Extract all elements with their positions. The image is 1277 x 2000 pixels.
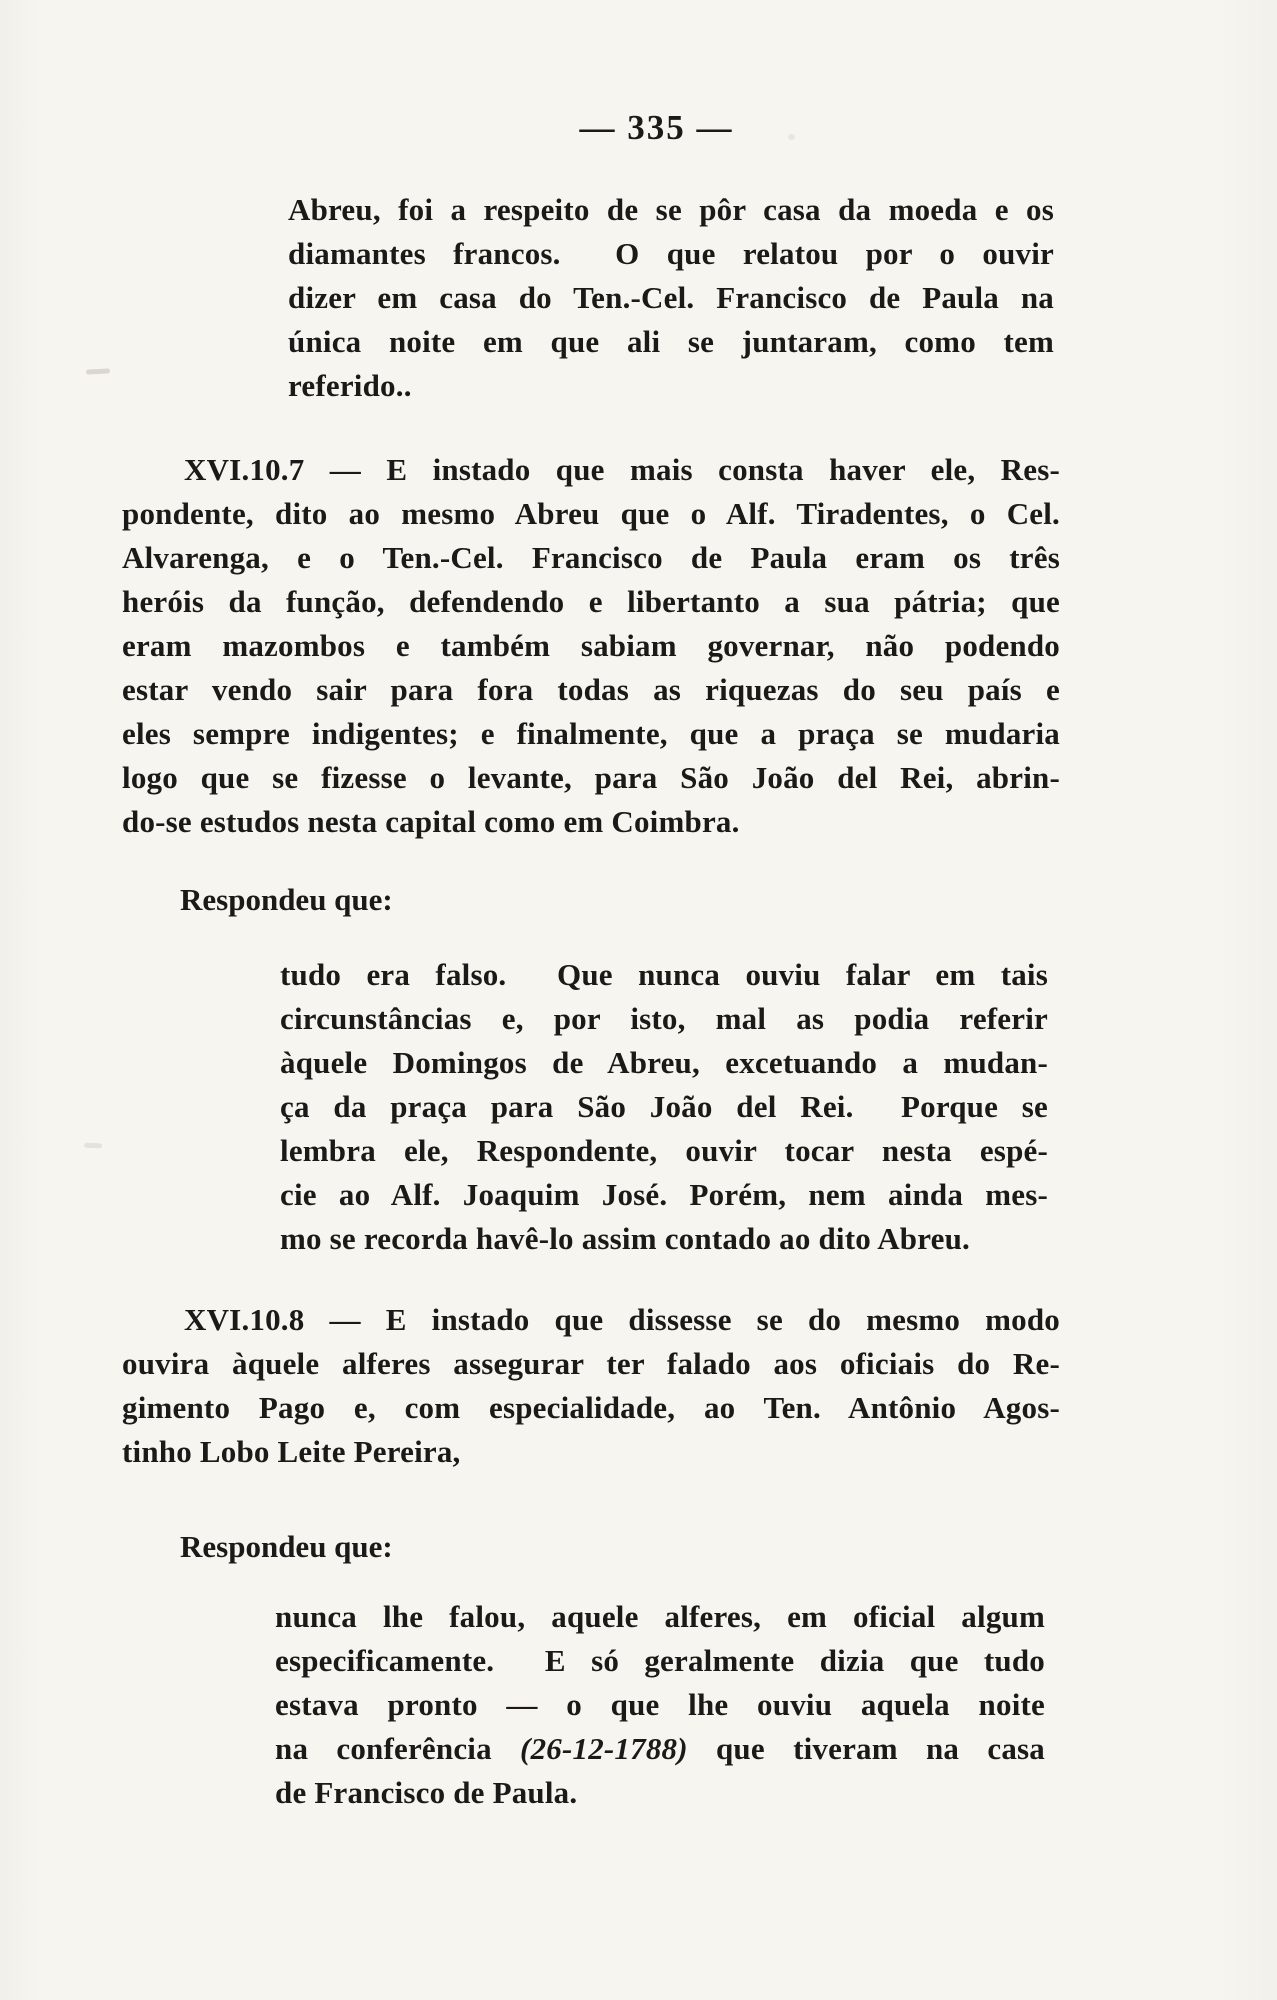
scan-smudge xyxy=(84,1143,102,1149)
text-line: estava pronto — o que lhe ouviu aquela noite xyxy=(275,1687,1045,1722)
response-label-2: Respondeu que: xyxy=(180,1529,393,1564)
text-line: do-se estudos nesta capital como em Coimbra. xyxy=(122,804,740,839)
text-line: heróis da função, defendendo e libertanto a sua pátria; que xyxy=(122,584,1060,619)
text-line: Alvarenga, e o Ten.-Cel. Francisco de Paula eram os três xyxy=(122,540,1060,575)
text-line: única noite em que ali se juntaram, como tem xyxy=(288,324,1054,359)
text-line: ça da praça para São João del Rei. Porque se xyxy=(280,1089,1048,1124)
text-line: pondente, dito ao mesmo Abreu que o Alf. Tiradentes, o Cel. xyxy=(122,496,1060,531)
scan-smudge xyxy=(86,368,110,374)
text-line: nunca lhe falou, aquele alferes, em oficial algum xyxy=(275,1599,1045,1634)
text-line: lembra ele, Respondente, ouvir tocar nesta espé- xyxy=(280,1133,1048,1168)
response-label-1: Respondeu que: xyxy=(180,882,393,917)
item-xvi-10-8 xyxy=(122,1298,1060,1474)
scan-smudge xyxy=(788,134,795,140)
text-line: dizer em casa do Ten.-Cel. Francisco de Paula na xyxy=(288,280,1054,315)
text-line: XVI.10.8 — E instado que dissesse se do mesmo modo xyxy=(184,1302,1060,1337)
text-line: Abreu, foi a respeito de se pôr casa da moeda e os xyxy=(288,192,1054,227)
text-line: na conferência (26-12-1788) que tiveram na casa xyxy=(275,1731,1045,1766)
text-line: eles sempre indigentes; e finalmente, que a praça se mudaria xyxy=(122,716,1060,751)
text-line: XVI.10.7 — E instado que mais consta haver ele, Res- xyxy=(184,452,1060,487)
text-line: circunstâncias e, por isto, mal as podia referir xyxy=(280,1001,1048,1036)
text-line: especificamente. E só geralmente dizia que tudo xyxy=(275,1643,1045,1678)
text-line: mo se recorda havê-lo assim contado ao dito Abreu. xyxy=(280,1221,970,1256)
text-line: àquele Domingos de Abreu, excetuando a mudan- xyxy=(280,1045,1048,1080)
text-line: tudo era falso. Que nunca ouviu falar em tais xyxy=(280,957,1048,992)
text-line: ouvira àquele alferes assegurar ter falado aos oficiais do Re- xyxy=(122,1346,1060,1381)
response-quote-2 xyxy=(275,1595,1045,1815)
page-number: — 335 — xyxy=(579,108,734,147)
text-line: de Francisco de Paula. xyxy=(275,1775,578,1810)
text-line: gimento Pago e, com especialidade, ao Ten. Antônio Agos- xyxy=(122,1390,1060,1425)
text-line: eram mazombos e também sabiam governar, não podendo xyxy=(122,628,1060,663)
text-line: referido.. xyxy=(288,368,412,403)
text-line: estar vendo sair para fora todas as riquezas do seu país e xyxy=(122,672,1060,707)
text-line: logo que se fizesse o levante, para São João del Rei, abrin- xyxy=(122,760,1060,795)
text-line: tinho Lobo Leite Pereira, xyxy=(122,1434,461,1469)
text-line: cie ao Alf. Joaquim José. Porém, nem ainda mes- xyxy=(280,1177,1048,1212)
item-xvi-10-7 xyxy=(122,448,1060,844)
deposition-quote-abreu xyxy=(288,188,1054,408)
response-quote-1 xyxy=(280,953,1048,1261)
text-line: diamantes francos. O que relatou por o ouvir xyxy=(288,236,1054,271)
